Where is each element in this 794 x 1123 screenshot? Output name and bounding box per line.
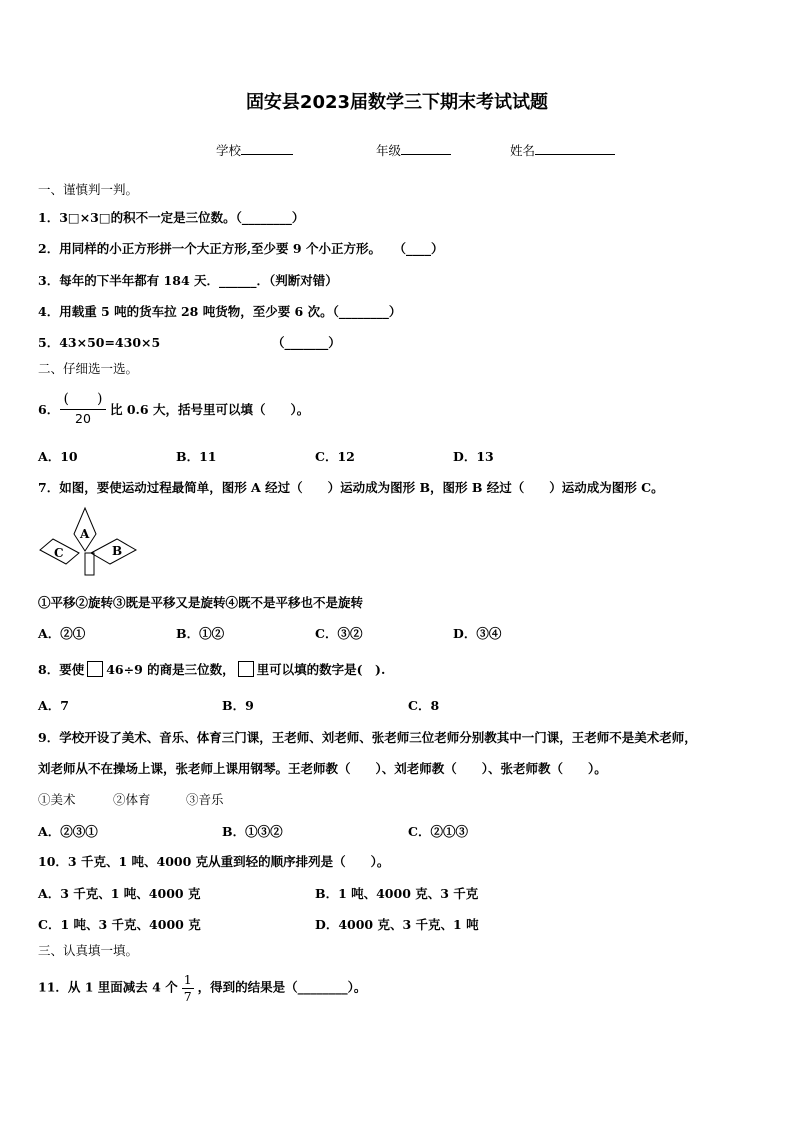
q8-option-a: A．7 xyxy=(38,698,69,713)
fraction-bar xyxy=(60,409,106,410)
q7-option-b: B．①② xyxy=(176,626,225,641)
q8-box-2 xyxy=(238,661,254,677)
name-field xyxy=(510,141,615,159)
question-6-text: 比 0.6 大，括号里可以填（ ）。 xyxy=(110,402,310,417)
q11-fraction-denominator: 7 xyxy=(183,989,192,1004)
question-5-blank: （_______） xyxy=(272,335,341,350)
q7-option-d: D．③④ xyxy=(453,626,502,641)
question-5 xyxy=(38,333,160,351)
q8-middle: 46÷9 的商是三位数， xyxy=(106,662,235,677)
section-heading-1: 一、谨慎判一判。 xyxy=(38,182,139,197)
fraction-numerator: ( ) xyxy=(63,391,103,407)
q11-fraction-numerator: 1 xyxy=(183,972,192,987)
question-4: 4．用载重 5 吨的货车拉 28 吨货物，至少要 6 次。（________） xyxy=(38,304,402,319)
school-label: 学校 xyxy=(216,143,242,158)
question-8 xyxy=(38,660,385,678)
fraction-denominator: 20 xyxy=(75,411,91,426)
name-blank xyxy=(535,142,615,155)
q7-choices: ①平移②旋转③既是平移又是旋转④既不是平移也不是旋转 xyxy=(38,595,364,610)
q6-option-c: C．12 xyxy=(315,449,355,464)
question-3: 3．每年的下半年都有 184 天．______．（判断对错） xyxy=(38,273,338,288)
section-heading-2: 二、仔细选一选。 xyxy=(38,361,139,376)
q8-box-1 xyxy=(87,661,103,677)
q11-suffix: ，得到的结果是（________）。 xyxy=(197,979,367,995)
question-7: 7．如图，要使运动过程最简单，图形 A 经过（ ）运动成为图形 B，图形 B 经过（ ）运动成为图形 C。 xyxy=(38,480,664,495)
shape-a-label: A xyxy=(80,527,90,541)
name-label: 姓名 xyxy=(510,143,536,158)
q9-choice-2: ②体育 xyxy=(113,792,151,807)
q8-prefix: 8．要使 xyxy=(38,662,85,677)
grade-blank xyxy=(401,142,451,155)
question-5-text: 5．43×50=430×5 xyxy=(38,335,161,350)
section-heading-3: 三、认真填一填。 xyxy=(38,943,139,958)
q10-option-a: A．3 千克、1 吨、4000 克 xyxy=(38,886,201,901)
question-9-line-2: 刘老师从不在操场上课，张老师上课用钢琴。王老师教（ ）、刘老师教（ ）、张老师教（ ）。 xyxy=(38,761,607,776)
page-title: 固安县2023届数学三下期末考试试题 xyxy=(245,92,549,113)
question-1: 1．3□×3□的积不一定是三位数。（________） xyxy=(38,210,305,225)
shape-b-label: B xyxy=(112,544,123,558)
grade-label: 年级 xyxy=(376,143,402,158)
q6-option-d: D．13 xyxy=(453,449,494,464)
question-10: 10．3 千克、1 吨、4000 克从重到轻的顺序排列是（ ）。 xyxy=(38,854,390,869)
q8-suffix: 里可以填的数字是( ). xyxy=(256,662,386,677)
question-11 xyxy=(38,972,366,1004)
q7-figure xyxy=(38,506,142,578)
grade-field xyxy=(376,141,451,159)
q10-option-b: B．1 吨、4000 克、3 千克 xyxy=(315,886,479,901)
q7-option-c: C．③② xyxy=(315,626,363,641)
q9-choice-1: ①美术 xyxy=(38,792,76,807)
shape-c-label: C xyxy=(54,546,64,560)
q9-option-c: C．②①③ xyxy=(408,824,468,839)
base-rectangle xyxy=(85,553,94,575)
q6-option-b: B．11 xyxy=(176,449,217,464)
q8-option-c: C．8 xyxy=(408,698,440,713)
question-6-fraction xyxy=(60,388,106,426)
q7-option-a: A．②① xyxy=(38,626,86,641)
q9-option-a: A．②③① xyxy=(38,824,98,839)
q9-option-b: B．①③② xyxy=(222,824,283,839)
q11-fraction xyxy=(182,972,194,1004)
q10-option-c: C．1 吨、3 千克、4000 克 xyxy=(38,917,201,932)
school-field xyxy=(216,141,293,159)
q9-choice-3: ③音乐 xyxy=(186,792,224,807)
question-6-number: 6． xyxy=(38,402,60,417)
q8-option-b: B．9 xyxy=(222,698,254,713)
q10-option-d: D．4000 克、3 千克、1 吨 xyxy=(315,917,479,932)
question-9-line-1: 9．学校开设了美术、音乐、体育三门课，王老师、刘老师、张老师三位老师分别教其中一门课，王老师不是美术老师， xyxy=(38,730,697,745)
question-2: 2．用同样的小正方形拼一个大正方形,至少要 9 个小正方形。 （____） xyxy=(38,241,444,256)
q11-prefix: 11．从 1 里面减去 4 个 xyxy=(38,979,178,995)
school-blank xyxy=(241,142,293,155)
q6-option-a: A．10 xyxy=(38,449,78,464)
